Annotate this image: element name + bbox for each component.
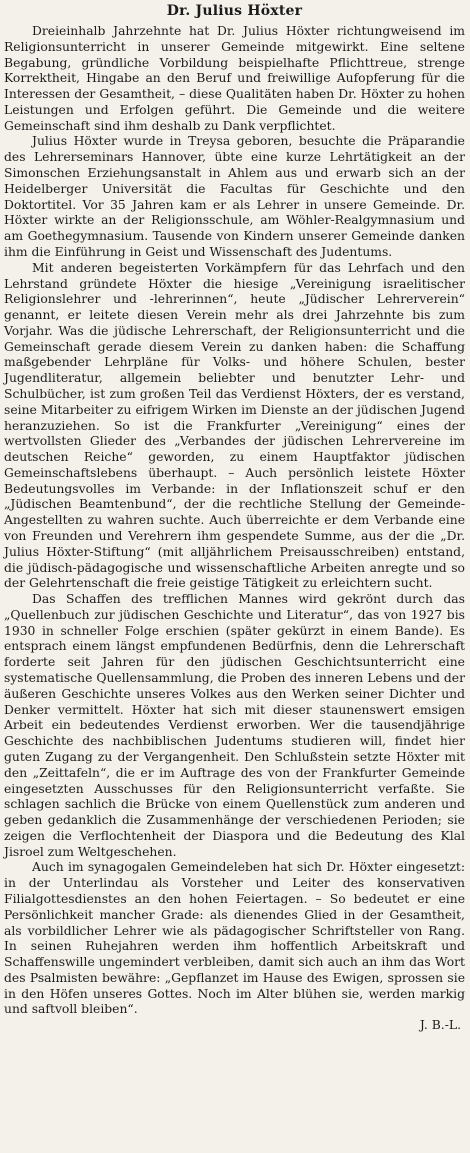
author-signature: J. B.-L.: [419, 1018, 461, 1033]
paragraph-teachers-association: Mit anderen begeisterten Vorkämpfern für das Lehrfach und den Lehrstand gründete Höxter die hiesige „Vereinigung israelitischer Religionslehrer und -lehrerinnen“, heute „Jüdischer Lehrerverein“ genannt, er leitete diesen Verein mehr als drei Jahrzehnte bis zum Vorjahr. Was die jüdische Lehrerschaft, der Religionsunterricht und die Gemeinschaft gerade diesem Verein zu danken haben: die Schaffung maßgebender Lehrpläne für Volks- und höhere Schulen, bester Jugendliteratur, allgemein beliebter und benutzter Lehr- und Schulbücher, ist zum großen Teil das Verdienst Höxters, der es verstand, seine Mitarbeiter zu eifrigem Wirken im Dienste an der jüdischen Jugend heranzuziehen. So ist die Frankfurter „Vereinigung“ eines der wertvollsten Glieder des „Verbandes der jüdischen Lehrervereine im deutschen Reiche“ geworden, zu einem Hauptfaktor jüdischen Gemeinschaftslebens überhaupt. – Auch persönlich leistete Höxter Bedeutungsvolles im Verbande: in der Inflationszeit schuf er den „Jüdischen Beamtenbund“, der die rechtliche Stellung der Gemeinde-Angestellten zu wahren suchte. Auch überreichte er dem Verbande eine von Freunden und Verehrern ihm gespendete Summe, aus der die „Dr. Julius Höxter-Stiftung“ (mit alljährlichem Preisausschreiben) entstand, die jüdisch-pädagogische und wissenschaftliche Arbeiten anregte und so der Gelehrtenschaft die freie geistige Tätigkeit zu erleichtern sucht.: [4, 260, 465, 591]
paragraph-sourcebook: Das Schaffen des trefflichen Mannes wird gekrönt durch das „Quellenbuch zur jüdischen Geschichte und Literatur“, das von 1927 bis 1930 in schneller Folge erschien (später gekürzt in einem Bande). Es entsprach einem längst empfundenen Bedürfnis, denn die Lehrerschaft forderte seit Jahren für den jüdischen Geschichtsunterricht eine systematische Quellensammlung, die Proben des inneren Lebens und der äußeren Geschichte unseres Volkes aus den Werken seiner Dichter und Denker vermittelt. Höxter hat sich mit dieser staunenswert emsigen Arbeit ein bedeutendes Verdienst erworben. Wer die tausendjährige Geschichte des nachbiblischen Judentums studieren will, findet hier guten Zugang zu der Vergangenheit. Den Schlußstein setzte Höxter mit den „Zeittafeln“, die er im Auftrage des von der Frankfurter Gemeinde eingesetzten Ausschusses für den Religionsunterricht verfaßte. Sie schlagen sachlich die Brücke von einem Quellenstück zum anderen und geben gedanklich die Zusammenhänge der verschiedenen Perioden; sie zeigen die Verflochtenheit der Diaspora und die Bedeutung des Klal Jisroel zum Weltgeschehen.: [4, 592, 465, 859]
paragraph-biography: Julius Höxter wurde in Treysa geboren, besuchte die Präparandie des Lehrerseminars Hannover, übte eine kurze Lehrtätigkeit an der Simonschen Erziehungsanstalt in Ahlem aus und erwarb sich an der Heidelberger Universität die Facultas für Geschichte und den Doktortitel. Vor 35 Jahren kam er als Lehrer in unsere Gemeinde. Dr. Höxter wirkte an der Religionsschule, am Wöhler-Realgymnasium und am Goethegymnasium. Tausende von Kindern unserer Gemeinde danken ihm die Einführung in Geist und Wissenschaft des Judentums.: [4, 134, 465, 259]
paragraph-intro: Dreieinhalb Jahrzehnte hat Dr. Julius Höxter richtungweisend im Religionsunterricht in unserer Gemeinde mitgewirkt. Eine seltene Begabung, gründliche Vorbildung beispielhafte Pflichttreue, strenge Korrektheit, Hingabe an den Beruf und freiwillige Aufopferung für die Interessen der Gesamtheit, – diese Qualitäten haben Dr. Höxter zu hohen Leistungen und Erfolgen geführt. Die Gemeinde und die weitere Gemeinschaft sind ihm deshalb zu Dank verpflichtet.: [4, 24, 465, 133]
article-title: Dr. Julius Höxter: [166, 3, 303, 19]
paragraph-synagogue-life: Auch im synagogalen Gemeindeleben hat sich Dr. Höxter eingesetzt: in der Unterlindau als Vorsteher und Leiter des konservativen Filialgottesdienstes an den hohen Feiertagen. – So bedeutet er eine Persönlichkeit mancher Grade: als dienendes Glied in der Gesamtheit, als vorbildlicher Lehrer wie als pädagogischer Schriftsteller von Rang. In seinen Ruhejahren werden ihm hoffentlich Arbeitskraft und Schaffenswille ungemindert verbleiben, damit sich auch an ihm das Wort des Psalmisten bewähre: „Gepflanzet im Hause des Ewigen, sprossen sie in den Höfen unseres Gottes. Noch im Alter blühen sie, werden markig und saftvoll bleiben“.: [4, 860, 465, 1017]
